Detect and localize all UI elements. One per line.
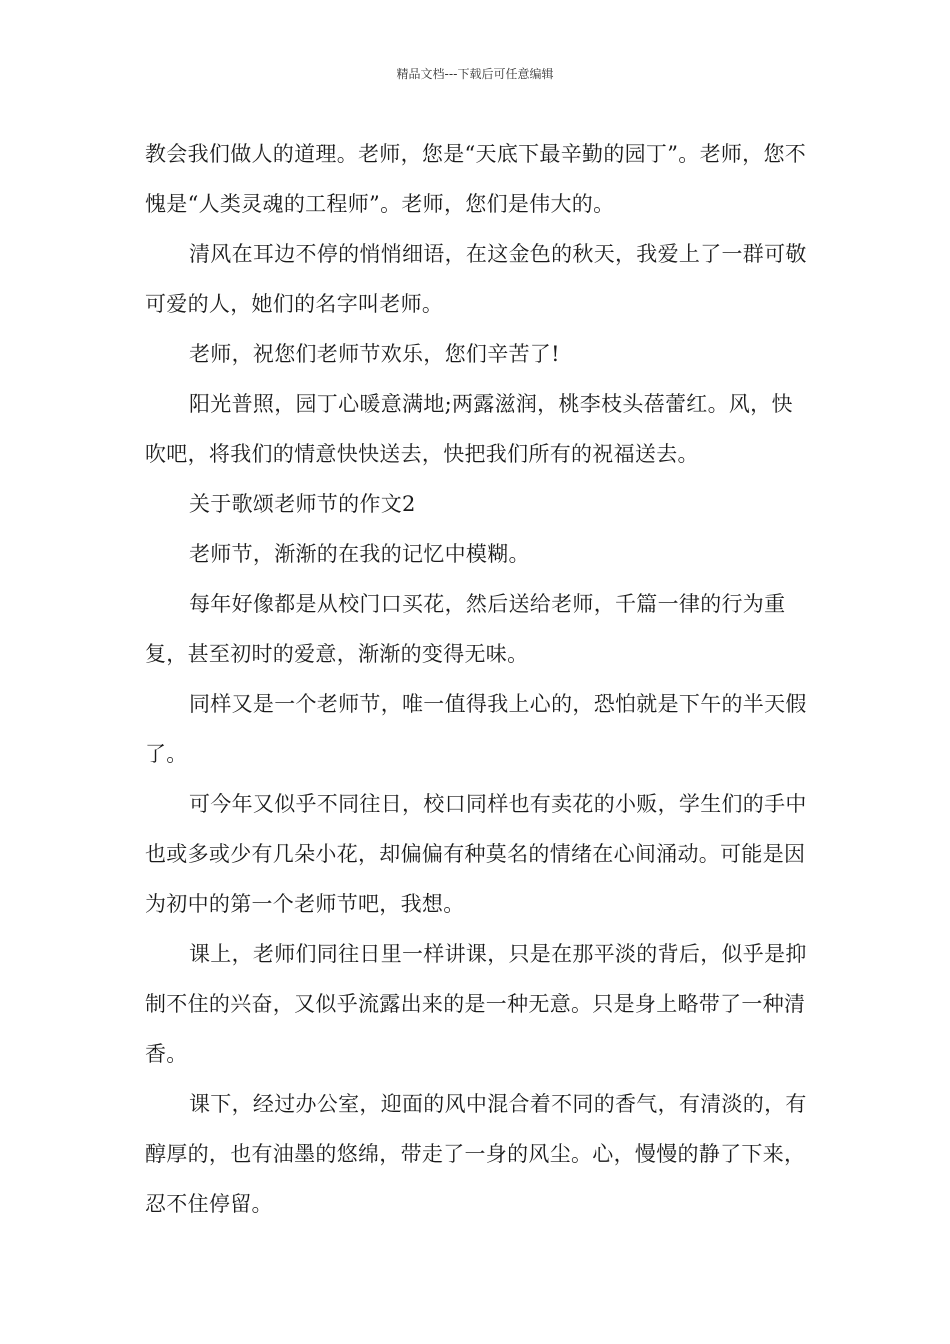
paragraph: 老师，祝您们老师节欢乐，您们辛苦了! bbox=[189, 342, 560, 366]
document-body bbox=[145, 129, 811, 1229]
paragraph: 老师节，渐渐的在我的记忆中模糊。 bbox=[189, 542, 530, 566]
paragraph: 阳光普照，园丁心暖意满地;两露滋润，桃李枝头蓓蕾红。风，快吹吧，将我们的情意快快送去，快把我们所有的祝福送去。 bbox=[145, 392, 793, 466]
paragraph: 课上，老师们同往日里一样讲课，只是在那平淡的背后，似乎是抑制不住的兴奋，又似乎流露出来的是一种无意。只是身上略带了一种清香。 bbox=[145, 942, 807, 1066]
paragraph: 可今年又似乎不同往日，校口同样也有卖花的小贩，学生们的手中也或多或少有几朵小花，却偏偏有种莫名的情绪在心间涌动。可能是因为初中的第一个老师节吧，我想。 bbox=[145, 792, 807, 916]
section-title: 关于歌颂老师节的作文2 bbox=[189, 492, 416, 516]
paragraph: 课下，经过办公室，迎面的风中混合着不同的香气，有清淡的，有醇厚的，也有油墨的悠绵，带走了一身的风尘。心，慢慢的静了下来，忍不住停留。 bbox=[145, 1092, 807, 1216]
page-header: 精品文档---下载后可任意编辑 bbox=[396, 67, 554, 81]
paragraph: 同样又是一个老师节，唯一值得我上心的，恐怕就是下午的半天假了。 bbox=[145, 692, 807, 766]
paragraph: 清风在耳边不停的悄悄细语，在这金色的秋天，我爱上了一群可敬可爱的人，她们的名字叫老师。 bbox=[145, 242, 807, 316]
paragraph: 每年好像都是从校门口买花，然后送给老师，千篇一律的行为重复，甚至初时的爱意，渐渐的变得无味。 bbox=[145, 592, 786, 666]
paragraph-continuation: 教会我们做人的道理。老师，您是“天底下最辛勤的园丁”。老师，您不愧是“人类灵魂的工程师”。老师，您们是伟大的。 bbox=[145, 142, 807, 216]
